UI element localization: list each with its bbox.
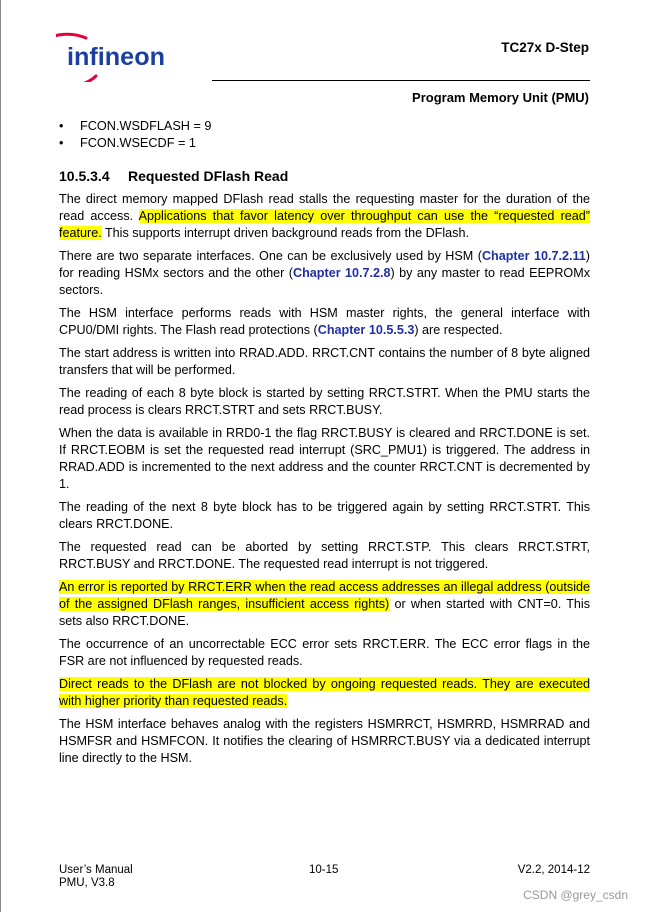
- text-span: The direct memory mapped DFlash read stalls the requesting master for the duration of the read access.: [59, 192, 590, 223]
- paragraph: The reading of each 8 byte block is started by setting RRCT.STRT. When the PMU starts the read process is clears RRCT.STRT and sets RRCT.BUSY.: [59, 386, 590, 417]
- paragraph: When the data is available in RRD0-1 the flag RRCT.BUSY is cleared and RRCT.DONE is set. If RRCT.EOBM is set the requested read interrupt (SRC_PMU1) is triggered. The address in RRAD.ADD is incremented to the next address and the counter RRCT.CNT is decremented by 1.: [59, 426, 590, 491]
- paragraph: [59, 248, 590, 299]
- bullet-list: [59, 118, 590, 151]
- paragraph: [59, 676, 590, 710]
- paragraph: [59, 305, 590, 339]
- list-item: • FCON.WSDFLASH = 9: [59, 118, 590, 135]
- watermark: CSDN @grey_csdn: [523, 888, 628, 902]
- highlighted-text: An error is reported by RRCT.ERR when the read access addresses an illegal address (outside of the assigned DFlash ranges, insufficient access rights): [59, 580, 590, 611]
- paragraph: The requested read can be aborted by setting RRCT.STP. This clears RRCT.STRT, RRCT.BUSY and RRCT.DONE. The requested read interrupt is not triggered.: [59, 540, 590, 571]
- header-divider: [212, 80, 590, 81]
- highlighted-text: Direct reads to the DFlash are not blocked by ongoing requested reads. They are executed with higher priority than requested reads.: [59, 677, 590, 708]
- page-content: [59, 118, 590, 773]
- chapter-link[interactable]: Chapter 10.5.5.3: [317, 323, 415, 337]
- list-item: • FCON.WSECDF = 1: [59, 135, 590, 152]
- page-number: 10-15: [309, 864, 339, 876]
- section-header: Program Memory Unit (PMU): [412, 90, 589, 105]
- document-version: V2.2, 2014-12: [517, 864, 590, 876]
- text-span: This supports interrupt driven background reads from the DFlash.: [101, 226, 469, 240]
- paragraph: The start address is written into RRAD.ADD. RRCT.CNT contains the number of 8 byte aligned transfers that will be performed.: [59, 346, 590, 377]
- chapter-link[interactable]: Chapter 10.7.2.8: [293, 266, 391, 280]
- footer-manual-info: [59, 864, 133, 890]
- page-border: [0, 0, 1, 912]
- logo-wordmark: infineon: [67, 43, 165, 71]
- text-span: ) are respected.: [414, 323, 503, 337]
- footer-manual: User’s Manual: [59, 864, 133, 876]
- section-title: Requested DFlash Read: [128, 168, 289, 184]
- section-heading: [59, 168, 590, 184]
- section-number: 10.5.3.4: [59, 168, 110, 184]
- footer-module-version: PMU, V3.8: [59, 877, 115, 889]
- paragraph: [59, 579, 590, 630]
- paragraph: [59, 191, 590, 242]
- highlighted-text: Applications that favor latency over throughput can use the “requested read” feature.: [59, 209, 590, 240]
- infineon-logo: [56, 30, 168, 82]
- text-span: There are two separate interfaces. One can be exclusively used by HSM (: [59, 249, 482, 263]
- document-title: TC27x D-Step: [501, 40, 589, 55]
- paragraph: The reading of the next 8 byte block has to be triggered again by setting RRCT.STRT. This clears RRCT.DONE.: [59, 500, 590, 531]
- paragraph: The occurrence of an uncorrectable ECC error sets RRCT.ERR. The ECC error flags in the FSR are not influenced by requested reads.: [59, 637, 590, 668]
- text-span: or when started with CNT=0. This sets also RRCT.DONE.: [59, 597, 590, 628]
- text-span: The HSM interface performs reads with HSM master rights, the general interface with CPU0/DMI rights. The Flash read protections (: [59, 306, 590, 337]
- paragraph: The HSM interface behaves analog with the registers HSMRRCT, HSMRRD, HSMRRAD and HSMFSR and HSMFCON. It notifies the clearing of HSMRRCT.BUSY via a dedicated interrupt line directly to the HSM.: [59, 717, 590, 765]
- page-footer: [59, 864, 590, 896]
- text-span: ) for reading HSMx sectors and the other (: [59, 249, 590, 280]
- chapter-link[interactable]: Chapter 10.7.2.11: [481, 249, 586, 263]
- text-span: ) by any master to read EEPROMx sectors.: [59, 266, 590, 297]
